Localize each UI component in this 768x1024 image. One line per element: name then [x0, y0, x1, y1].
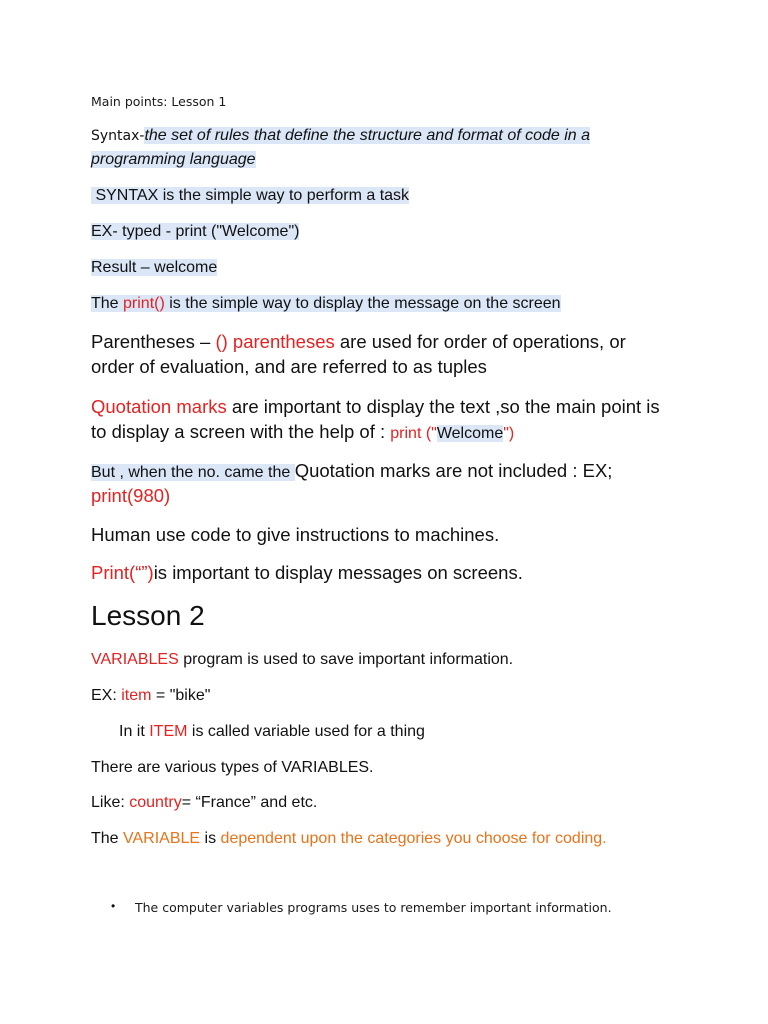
- like-country-keyword: country: [129, 794, 182, 811]
- example-item-pre: EX:: [91, 687, 122, 704]
- variable-dependent-pre: The: [91, 830, 124, 847]
- quotation-print-open: print (": [390, 425, 437, 442]
- human-code-line: Human use code to give instructions to machines.: [91, 524, 500, 545]
- main-points-heading: Main points: Lesson 1: [91, 94, 227, 109]
- like-country-line: [91, 794, 317, 812]
- variable-dependent-mid: is: [200, 830, 221, 847]
- number-note-rest: Quotation marks are not included : EX;: [294, 460, 613, 481]
- quotation-print-close: "): [503, 425, 515, 442]
- number-note-print-example: print(980): [91, 485, 171, 506]
- print-quotes-post: is important to display messages on screens.: [153, 562, 523, 583]
- variables-line: [91, 651, 513, 669]
- result-text: Result – welcome: [91, 259, 218, 276]
- syntax-definition-line2: [91, 151, 256, 169]
- quotation-line2-pre: to display a screen with the help of :: [91, 421, 391, 442]
- syntax-simple-line: [91, 187, 409, 205]
- parentheses-keyword: () parentheses: [215, 331, 335, 352]
- number-note-highlight: But , when the no. came the: [91, 464, 295, 481]
- number-note-line2: [91, 485, 170, 507]
- syntax-definition-line1: [91, 127, 590, 145]
- print-keyword: print(): [123, 295, 165, 312]
- quotation-line1: [91, 396, 660, 418]
- lesson2-heading: Lesson 2: [91, 600, 205, 631]
- number-note-line1: [91, 460, 612, 482]
- variable-dependent-line: [91, 830, 607, 848]
- syntax-label: Syntax-: [91, 128, 145, 144]
- print-function-line: [91, 295, 561, 313]
- in-it-pre: In it: [119, 723, 150, 740]
- in-it-post: is called variable used for a thing: [187, 723, 425, 740]
- parentheses-line2: order of evaluation, and are referred to as tuples: [91, 356, 487, 377]
- parentheses-post: are used for order of operations, or: [334, 331, 626, 352]
- like-country-post: = “France” and etc.: [181, 794, 318, 811]
- in-it-line: [119, 723, 425, 741]
- print-pre: The: [91, 295, 124, 312]
- example-item-keyword: item: [121, 687, 152, 704]
- example-typed-text: EX- typed - print ("Welcome"): [91, 223, 300, 240]
- result-line: [91, 259, 217, 277]
- parentheses-pre: Parentheses –: [91, 331, 216, 352]
- print-post: is the simple way to display the message on the screen: [164, 295, 561, 312]
- variables-post: program is used to save important information.: [178, 651, 514, 668]
- example-item-post: = "bike": [151, 687, 211, 704]
- print-function-highlight: [91, 295, 561, 312]
- various-types-line: There are various types of VARIABLES.: [91, 759, 374, 776]
- print-quotes-line: [91, 562, 523, 584]
- variable-dependent-orange-text: dependent upon the categories you choose for coding.: [220, 830, 607, 847]
- example-item-line: [91, 687, 210, 705]
- example-typed-line: [91, 223, 299, 241]
- variables-keyword: VARIABLES: [91, 651, 179, 668]
- quotation-post: are important to display the text ,so the main point is: [226, 396, 660, 417]
- print-quotes-keyword: Print(“”): [91, 562, 154, 583]
- bullet-text: The computer variables programs uses to remember important information.: [135, 900, 612, 915]
- like-country-pre: Like:: [91, 794, 130, 811]
- bullet-icon: •: [111, 899, 116, 913]
- variable-dependent-keyword: VARIABLE: [123, 830, 201, 847]
- parentheses-line1: [91, 331, 626, 353]
- quotation-keyword: Quotation marks: [91, 396, 227, 417]
- syntax-simple-text: SYNTAX is the simple way to perform a task: [91, 187, 410, 204]
- syntax-definition-text: the set of rules that define the structure and format of code in a: [144, 127, 591, 144]
- quotation-welcome: Welcome: [436, 425, 504, 442]
- quotation-line2: [91, 421, 514, 443]
- in-it-keyword: ITEM: [149, 723, 188, 740]
- syntax-definition-text-cont: programming language: [91, 151, 256, 168]
